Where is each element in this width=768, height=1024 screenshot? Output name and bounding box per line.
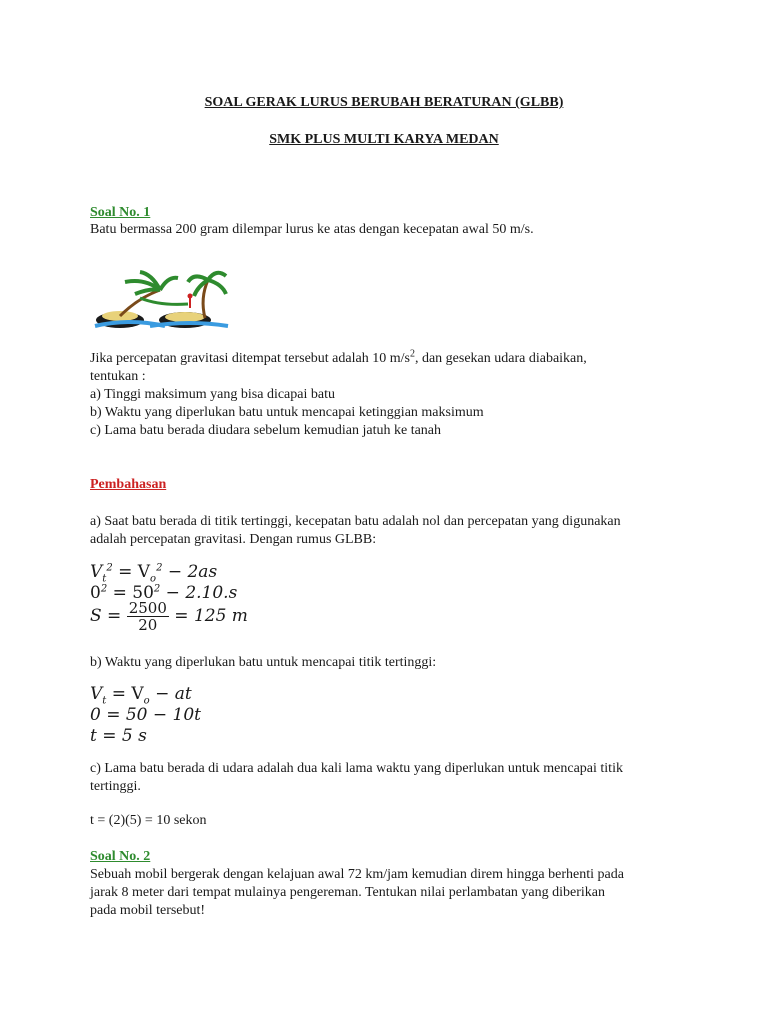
pembahasan-heading: Pembahasan xyxy=(90,477,167,492)
soal1-item-a: a) Tinggi maksimum yang bisa dicapai batu xyxy=(90,387,335,402)
equation-b-1: $V_t = V_o$ − at xyxy=(90,684,192,707)
answer-c-line1: c) Lama batu berada di udara adalah dua kali lama waktu yang diperlukan untuk mencapai titik xyxy=(90,761,623,776)
answer-c-line2: tertinggi. xyxy=(90,779,141,794)
island-illustration xyxy=(90,268,230,330)
soal2-heading: Soal No. 2 xyxy=(90,849,151,864)
answer-a-line2: adalah percepatan gravitasi. Dengan rumus GLBB: xyxy=(90,532,377,547)
equation-a-2: $0^2 = 50^2 - 2.10.s$ xyxy=(90,583,238,603)
equation-a-3: S = $\frac{2500}{20}$ = 125 m xyxy=(90,599,248,634)
document-title: SOAL GERAK LURUS BERUBAH BERATURAN (GLBB) xyxy=(204,95,564,110)
school-name: SMK PLUS MULTI KARYA MEDAN xyxy=(269,132,499,147)
equation-b-2: 0 = 50 − 10t xyxy=(90,705,202,725)
soal1-question-intro-2: tentukan : xyxy=(90,369,146,384)
equation-a-1: $V_t^2 = V_o^2 - 2as$ xyxy=(90,562,218,585)
soal1-text: Batu bermassa 200 gram dilempar lurus ke atas dengan kecepatan awal 50 m/s. xyxy=(90,222,534,237)
soal1-question-intro: Jika percepatan gravitasi ditempat tersebut adalah 10 $m/s^2$, dan gesekan udara diabaikan, xyxy=(90,348,587,366)
equation-b-3: t = 5 s xyxy=(90,726,147,746)
answer-b-line: b) Waktu yang diperlukan batu untuk mencapai titik tertinggi: xyxy=(90,655,437,670)
answer-a-line1: a) Saat batu berada di titik tertinggi, kecepatan batu adalah nol dan percepatan yang digunakan xyxy=(90,514,621,529)
soal2-line2: jarak 8 meter dari tempat mulainya pengereman. Tentukan nilai perlambatan yang diberikan xyxy=(90,885,606,900)
soal2-line3: pada mobil tersebut! xyxy=(90,903,206,918)
soal1-item-b: b) Waktu yang diperlukan batu untuk mencapai ketinggian maksimum xyxy=(90,405,484,420)
soal1-heading: Soal No. 1 xyxy=(90,205,151,220)
answer-c-result: t = (2)(5) = 10 sekon xyxy=(90,813,207,828)
soal1-item-c: c) Lama batu berada diudara sebelum kemudian jatuh ke tanah xyxy=(90,423,442,438)
soal2-line1: Sebuah mobil bergerak dengan kelajuan awal 72 km/jam kemudian direm hingga berhenti pada xyxy=(90,867,624,882)
